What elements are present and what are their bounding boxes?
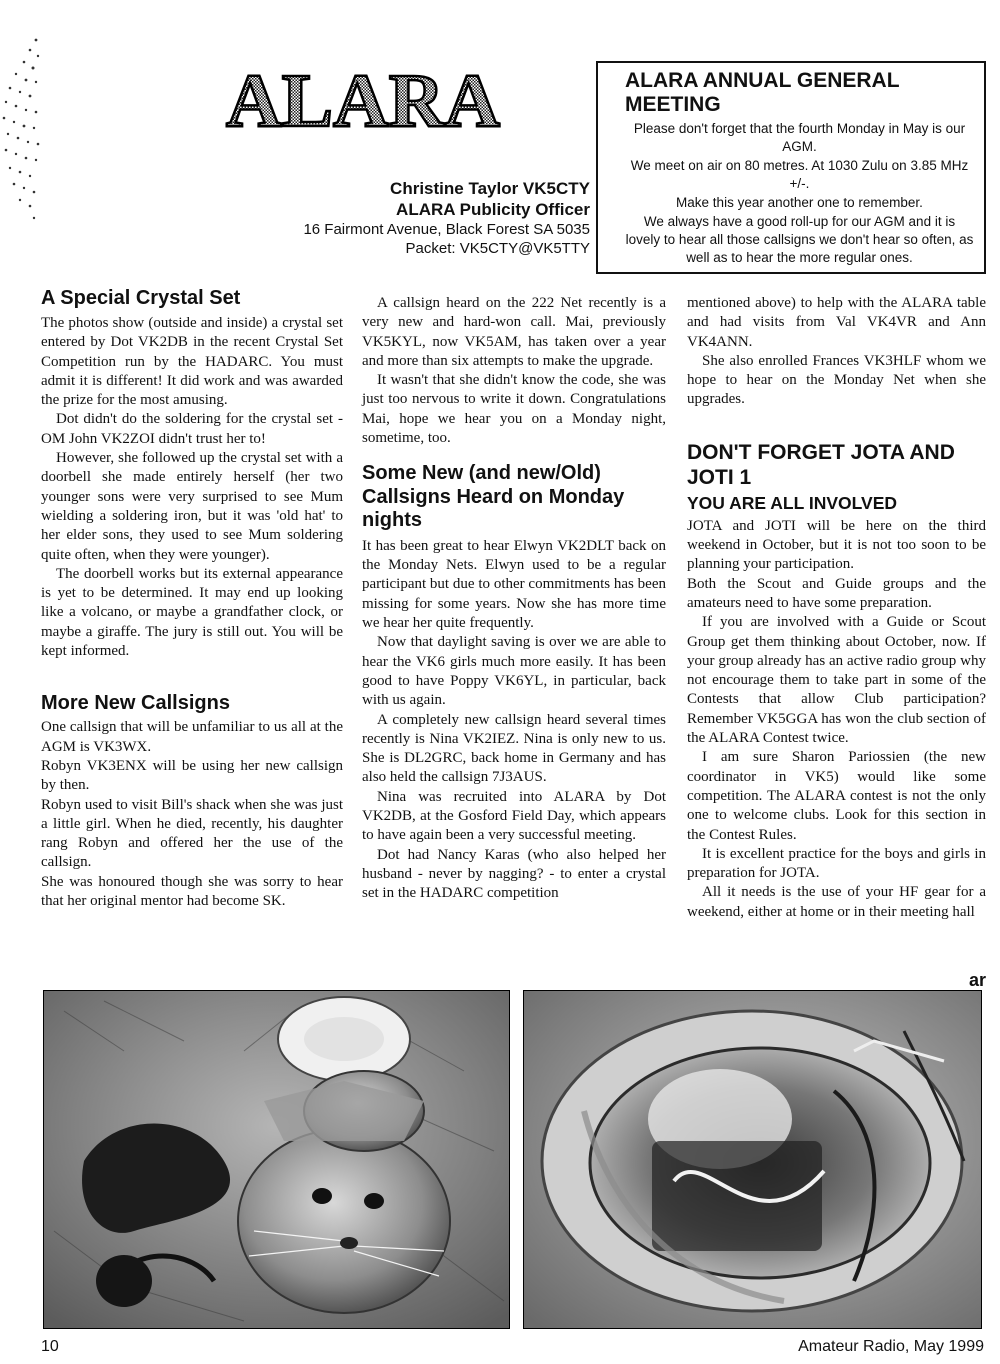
- body-paragraph: The doorbell works but its external appearance is yet to be determined. It may end up looking like a volcano, or maybe a grandfather clock, or maybe a giraffe. The jury is still out. You will be kept informed.: [41, 565, 343, 660]
- article-column-1: [41, 287, 343, 911]
- author-packet: Packet: VK5CTY@VK5TTY: [405, 240, 590, 257]
- body-paragraph: Both the Scout and Guide groups and the amateurs need to have some preparation.: [687, 575, 986, 611]
- agm-paragraph: We meet on air on 80 metres. At 1030 Zulu on 3.85 MHz +/-.: [630, 158, 969, 191]
- issue-label: Amateur Radio, May 1999: [798, 1338, 984, 1355]
- author-block: [303, 178, 590, 258]
- body-paragraph: If you are involved with a Guide or Scout Group get them thinking about October, now. If your group already has an active radio group why not encourage them to take part in some of the Contests that allow Club participation? Remember VK5GGA has won the club section of the ALARA Contest twice.: [687, 614, 986, 747]
- decorative-dot-border: [0, 36, 46, 222]
- body-paragraph: Robyn VK3ENX will be using her new callsign by then.: [41, 757, 343, 794]
- body-paragraph: JOTA and JOTI will be here on the third weekend in October, but it is not too soon to be planning your participation.: [687, 517, 986, 573]
- crystal-set-heading: A Special Crystal Set: [41, 287, 241, 309]
- body-paragraph: However, she followed up the crystal set with a doorbell she made entirely herself (her two younger sons were very surprised to see Mum wielding a soldering iron, but it was 'old hat' to her elder sons, they used to see Mum soldering quite often, when they were younger).: [41, 450, 343, 563]
- body-paragraph: I am sure Sharon Pariossien (the new coordinator in VK5) would like some competition. The ALARA contest is not the only one to welcome clubs. Look for this section in the Contest Rules.: [687, 749, 986, 843]
- body-paragraph: The photos show (outside and inside) a crystal set entered by Dot VK2DB in the recent Crystal Set Competition run by the HADARC. You must admit it is different! It did work and was awarded the prize for the most amusing.: [41, 315, 343, 409]
- author-role: ALARA Publicity Officer: [396, 200, 590, 219]
- body-paragraph: She also enrolled Frances VK3HLF whom we hope to hear on the Monday Net when she upgrades.: [687, 352, 986, 408]
- author-name: Christine Taylor VK5CTY: [390, 179, 590, 198]
- article-column-2: [362, 294, 666, 904]
- page-number: 10: [41, 1338, 59, 1355]
- agm-title: ALARA ANNUAL GENERAL MEETING: [625, 69, 900, 116]
- article-end-mark: ar: [968, 970, 986, 990]
- body-paragraph: Robyn used to visit Bill's shack when she was just a little girl. When he died, recently, his daughter rang Robyn and offered her the use of the callsign.: [41, 796, 343, 871]
- agm-paragraph: We always have a good roll-up for our AGM and it is lovely to hear all those callsigns we don't hear so often, as well as to hear the more regular ones.: [625, 214, 974, 265]
- jota-heading: DON'T FORGET JOTA AND JOTI 1: [687, 440, 955, 489]
- agm-notice-box: [596, 61, 986, 274]
- body-paragraph: A callsign heard on the 222 Net recently is a very new and hard-won call. Mai, previously VK5KYL, now VK5AM, has taken over a year and more than six attempts to make the upgrade.: [362, 295, 666, 369]
- body-paragraph: Now that daylight saving is over we are able to hear the VK6 girls much more easily. It has been good to have Poppy VK6YL, in particular, back with us again.: [362, 634, 666, 709]
- jota-subheading: YOU ARE ALL INVOLVED: [687, 492, 898, 513]
- body-paragraph: It is excellent practice for the boys and girls in preparation for JOTA.: [687, 845, 986, 882]
- author-address: 16 Fairmont Avenue, Black Forest SA 5035: [303, 221, 590, 238]
- crystal-set-outside-photo: [43, 990, 510, 1329]
- agm-paragraph: Please don't forget that the fourth Monday in May is our AGM.: [633, 121, 966, 154]
- crystal-set-inside-photo: [523, 990, 982, 1329]
- agm-paragraph: Make this year another one to remember.: [676, 195, 923, 210]
- body-paragraph: mentioned above) to help with the ALARA table and had visits from Val VK4VR and Ann VK4ANN.: [687, 295, 986, 350]
- body-paragraph: All it needs is the use of your HF gear for a weekend, either at home or in their meeting hall: [687, 884, 986, 920]
- body-paragraph: It has been great to hear Elwyn VK2DLT back on the Monday Nets. Elwyn used to be a regular participant but due to other commitments has been missing for some years. Now she has more time we hear her quite frequently.: [362, 537, 666, 632]
- body-paragraph: Dot had Nancy Karas (who also helped her husband - never by nagging? - to enter a crystal set in the HADARC competition: [362, 846, 666, 902]
- body-paragraph: Dot didn't do the soldering for the crystal set - OM John VK2ZOI didn't trust her to!: [41, 411, 343, 447]
- article-column-3: [687, 294, 986, 922]
- body-paragraph: Nina was recruited into ALARA by Dot VK2DB, at the Gosford Field Day, which appears to have again been a very successful meeting.: [362, 788, 666, 844]
- body-paragraph: She was honoured though she was sorry to hear that her original mentor had become SK.: [41, 873, 343, 910]
- monday-callsigns-heading: Some New (and new/Old) Callsigns Heard on Monday nights: [362, 462, 625, 532]
- svg-text:ALARA: ALARA: [226, 60, 501, 134]
- alara-logo: [222, 60, 505, 134]
- body-paragraph: A completely new callsign heard several times recently is Nina VK2IEZ. Nina is only new to us. She is DL2GRC, back home in Germany and has also held the callsign 7J3AUS.: [362, 711, 666, 786]
- more-new-callsigns-heading: More New Callsigns: [41, 692, 230, 715]
- body-paragraph: One callsign that will be unfamiliar to us all at the AGM is VK3WX.: [41, 719, 343, 755]
- body-paragraph: It wasn't that she didn't know the code, she was just too nervous to write it down. Congratulations Mai, hope we hear you on a Monday night, sometime, too.: [362, 372, 666, 447]
